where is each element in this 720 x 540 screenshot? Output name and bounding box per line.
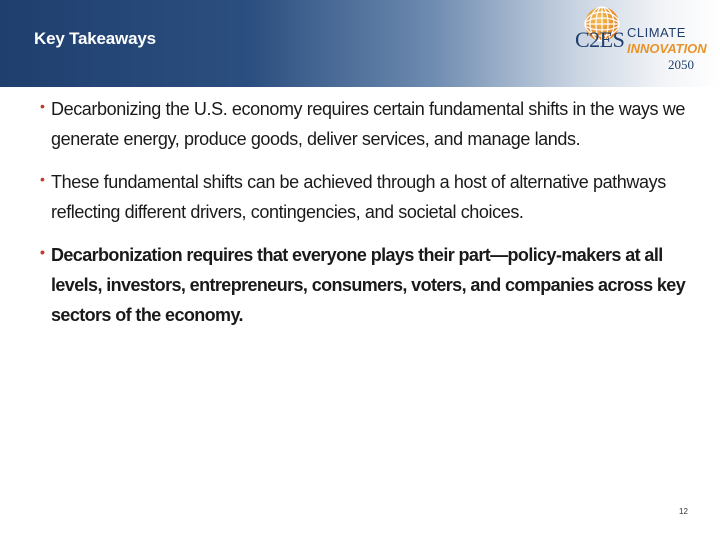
header-banner [0, 0, 720, 87]
logo-year-text: 2050 [668, 57, 694, 72]
logo-innovation-text: INNOVATION [627, 41, 707, 56]
takeaways-list [40, 94, 690, 343]
list-item [40, 240, 690, 330]
bullet-text: Decarbonization requires that everyone plays their part—policy-makers at all levels, investors, entrepreneurs, consumers, voters, and companies across key sectors of the economy. [51, 245, 686, 325]
bullet-dot-icon: • [40, 244, 45, 260]
page-number: 12 [679, 507, 688, 516]
bullet-dot-icon: • [40, 98, 45, 114]
c2es-logo [575, 5, 715, 75]
slide-title: Key Takeaways [34, 29, 156, 48]
list-item [40, 94, 690, 154]
bullet-dot-icon: • [40, 171, 45, 187]
bullet-text: These fundamental shifts can be achieved through a host of alternative pathways reflecting different drivers, contingencies, and societal choices. [51, 172, 666, 222]
logo-climate-text: CLIMATE [627, 25, 686, 40]
bullet-text: Decarbonizing the U.S. economy requires certain fundamental shifts in the ways we generate energy, produce goods, deliver services, and manage lands. [51, 99, 685, 149]
logo-org-name: C2ES [575, 27, 625, 52]
list-item [40, 167, 690, 227]
